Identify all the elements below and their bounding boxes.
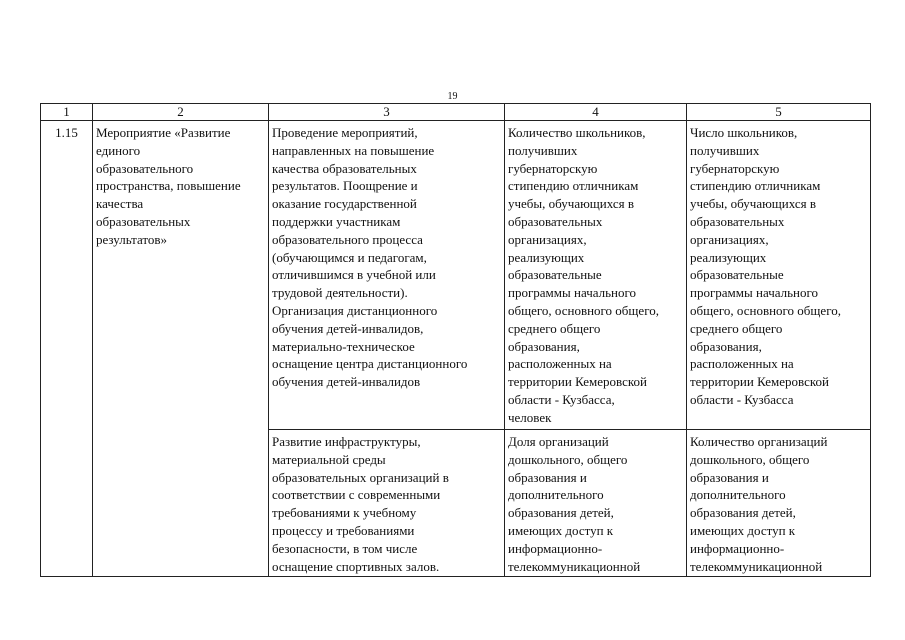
page-number: 19 xyxy=(447,91,458,102)
column-header-4: 4 xyxy=(505,104,687,121)
column-header-3: 3 xyxy=(269,104,505,121)
method-cell: Число школьников, получивших губернаторскую стипендию отличникам учебы, обучающихся в образовательных организациях, реализующих образовательные программы начального общего, основного общего, среднего общего образования, расположенных на территории Кемеровской области - Кузбасса xyxy=(687,121,871,430)
event-name-cell: Мероприятие «Развитие единого образовательного пространства, повышение качества образовательных результатов» xyxy=(93,121,269,577)
item-number-cell: 1.15 xyxy=(41,121,93,577)
table-row xyxy=(41,121,871,430)
indicator-cell: Количество школьников, получивших губернаторскую стипендию отличникам учебы, обучающихся в образовательных организациях, реализующих образовательные программы начального общего, основного общего, среднего общего образования, расположенных на территории Кемеровской области - Кузбасса, человек xyxy=(505,121,687,430)
column-numbers-row xyxy=(41,104,871,121)
column-header-5: 5 xyxy=(687,104,871,121)
measures-table xyxy=(40,103,871,577)
indicator-cell: Доля организаций дошкольного, общего образования и дополнительного образования детей, имеющих доступ к информационно- телекоммуникационной xyxy=(505,430,687,577)
activity-cell: Развитие инфраструктуры, материальной среды образовательных организаций в соответствии с современными требованиями к учебному процессу и требованиями безопасности, в том числе оснащение спортивных залов. xyxy=(269,430,505,577)
column-header-2: 2 xyxy=(93,104,269,121)
column-header-1: 1 xyxy=(41,104,93,121)
method-cell: Количество организаций дошкольного, общего образования и дополнительного образования детей, имеющих доступ к информационно- телекоммуникационной xyxy=(687,430,871,577)
activity-cell: Проведение мероприятий, направленных на повышение качества образовательных результатов. Поощрение и оказание государственной поддержки участникам образовательного процесса (обучающимся и педагогам, отличившимся в учебной или трудовой деятельности). Организация дистанционного обучения детей-инвалидов, материально-техническое оснащение центра дистанционного обучения детей-инвалидов xyxy=(269,121,505,430)
